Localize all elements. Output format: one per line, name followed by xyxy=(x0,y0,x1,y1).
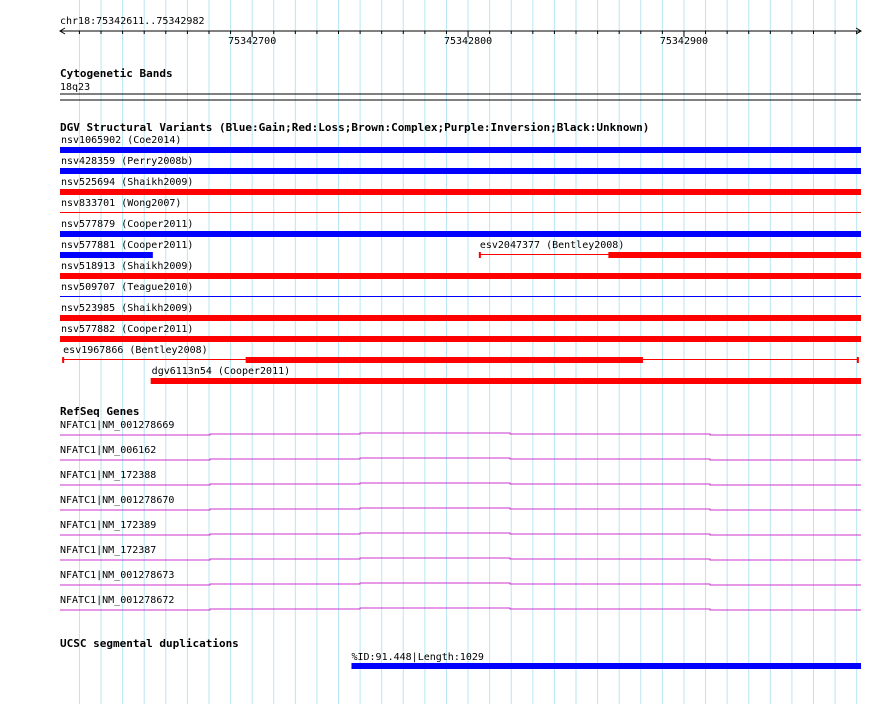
cytoband-track-title: Cytogenetic Bands xyxy=(60,67,173,80)
dgv-features xyxy=(60,135,861,384)
dgv-row-10-feature-0-start-cap xyxy=(62,357,64,363)
segdup-feature[interactable] xyxy=(351,663,861,669)
dgv-feature-label[interactable]: nsv577882 (Cooper2011) xyxy=(61,324,194,335)
dgv-feature-label[interactable]: nsv577879 (Cooper2011) xyxy=(61,219,194,230)
dgv-track xyxy=(60,121,861,384)
dgv-row-2-feature-0[interactable] xyxy=(60,189,861,195)
refseq-gene-line[interactable] xyxy=(60,583,861,585)
dgv-feature-label[interactable]: nsv525694 (Shaikh2009) xyxy=(61,177,194,188)
dgv-feature-label[interactable]: nsv523985 (Shaikh2009) xyxy=(61,303,194,314)
refseq-gene-label[interactable]: NFATC1|NM_001278672 xyxy=(60,595,175,606)
ruler-tick-label: 75342900 xyxy=(659,36,709,47)
dgv-feature-label[interactable]: esv2047377 (Bentley2008) xyxy=(479,240,625,251)
cytoband-label: 18q23 xyxy=(60,82,91,93)
dgv-feature-label[interactable]: nsv518913 (Shaikh2009) xyxy=(61,261,194,272)
dgv-feature-label[interactable]: nsv577881 (Cooper2011) xyxy=(61,240,194,251)
ruler-tick-labels xyxy=(228,36,708,47)
refseq-gene-line[interactable] xyxy=(60,508,861,510)
cytoband-track xyxy=(60,67,861,100)
refseq-gene-label[interactable]: NFATC1|NM_001278673 xyxy=(60,570,175,581)
location-label: chr18:75342611..75342982 xyxy=(60,16,205,27)
refseq-gene-label[interactable]: NFATC1|NM_172388 xyxy=(60,470,157,481)
dgv-row-4-feature-0[interactable] xyxy=(60,231,861,237)
dgv-row-11-feature-0[interactable] xyxy=(151,378,861,384)
refseq-track-title: RefSeq Genes xyxy=(60,405,140,418)
dgv-row-7-feature-0[interactable] xyxy=(60,296,861,297)
dgv-feature-label[interactable]: nsv833701 (Wong2007) xyxy=(61,198,182,209)
dgv-row-10-feature-0-core[interactable] xyxy=(246,357,643,363)
segdup-track-title: UCSC segmental duplications xyxy=(60,637,239,650)
dgv-row-9-feature-0[interactable] xyxy=(60,336,861,342)
ruler-tick-label: 75342700 xyxy=(228,36,277,47)
dgv-feature-label[interactable]: dgv6113n54 (Cooper2011) xyxy=(151,366,291,377)
refseq-gene-line[interactable] xyxy=(60,483,861,485)
segdup-track xyxy=(60,637,861,669)
refseq-gene-label[interactable]: NFATC1|NM_001278669 xyxy=(60,420,175,431)
dgv-row-10-feature-0-end-cap xyxy=(857,357,859,363)
refseq-genes xyxy=(60,420,861,610)
ruler-tick-label: 75342800 xyxy=(443,36,493,47)
refseq-gene-label[interactable]: NFATC1|NM_006162 xyxy=(60,445,157,456)
dgv-row-1-feature-0[interactable] xyxy=(60,168,861,174)
dgv-row-5-feature-1-start-cap xyxy=(479,252,481,258)
dgv-feature-label[interactable]: nsv428359 (Perry2008b) xyxy=(61,156,194,167)
dgv-feature-label[interactable]: nsv509707 (Teague2010) xyxy=(61,282,194,293)
refseq-gene-label[interactable]: NFATC1|NM_172389 xyxy=(60,520,157,531)
dgv-row-0-feature-0[interactable] xyxy=(60,147,861,153)
dgv-row-5-feature-1-core[interactable] xyxy=(608,252,861,258)
refseq-gene-line[interactable] xyxy=(60,433,861,435)
dgv-row-8-feature-0[interactable] xyxy=(60,315,861,321)
dgv-feature-label[interactable]: nsv1065902 (Coe2014) xyxy=(61,135,182,146)
refseq-gene-label[interactable]: NFATC1|NM_172387 xyxy=(60,545,157,556)
refseq-gene-label[interactable]: NFATC1|NM_001278670 xyxy=(60,495,175,506)
segdup-feature-label[interactable]: %ID:91.448|Length:1029 xyxy=(351,652,484,663)
refseq-gene-line[interactable] xyxy=(60,458,861,460)
ruler-track xyxy=(60,16,861,47)
refseq-gene-line[interactable] xyxy=(60,608,861,610)
dgv-row-3-feature-0[interactable] xyxy=(60,212,861,213)
dgv-track-title: DGV Structural Variants (Blue:Gain;Red:Loss;Brown:Complex;Purple:Inversion;Black:Unknown) xyxy=(60,121,650,134)
dgv-row-6-feature-0[interactable] xyxy=(60,273,861,279)
dgv-feature-label[interactable]: esv1967866 (Bentley2008) xyxy=(63,345,208,356)
refseq-gene-line[interactable] xyxy=(60,533,861,535)
refseq-track xyxy=(60,405,861,610)
refseq-gene-line[interactable] xyxy=(60,558,861,560)
dgv-row-5-feature-0[interactable] xyxy=(60,252,153,258)
